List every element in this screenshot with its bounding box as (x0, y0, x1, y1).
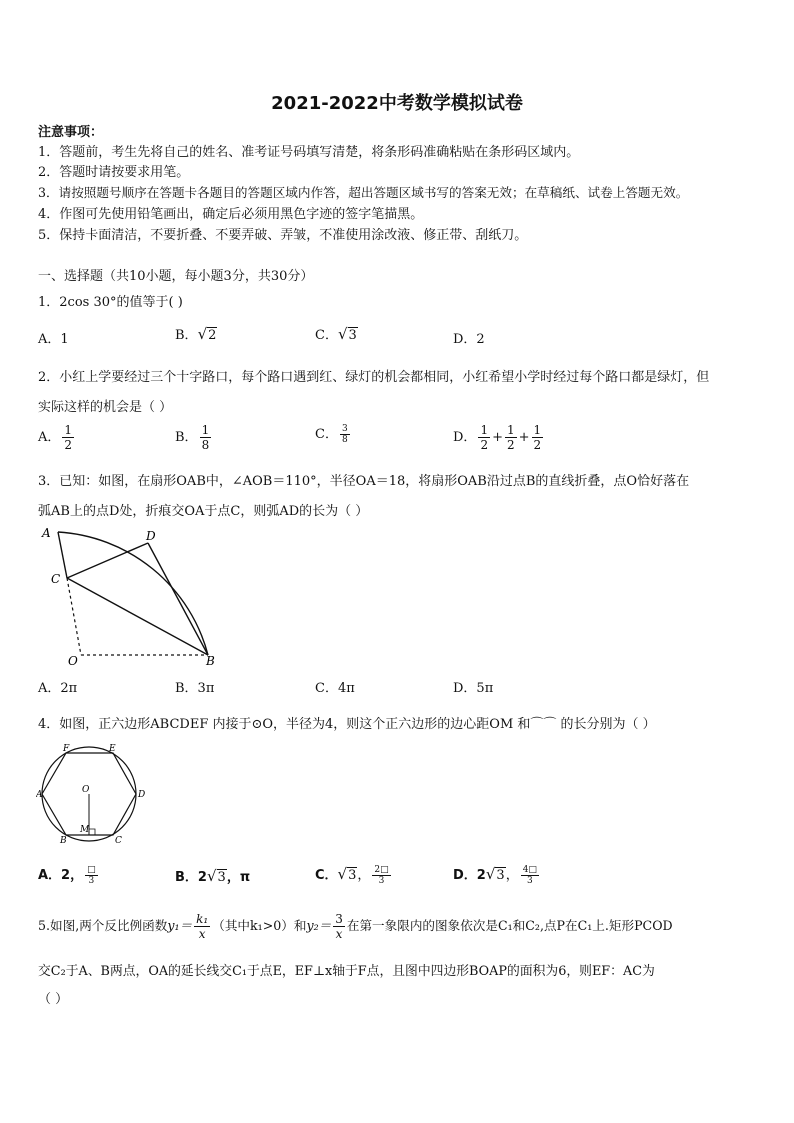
q1-option-a: A．1 (38, 332, 69, 347)
label-f: F (63, 744, 70, 754)
notice-item: 3．请按照题号顺序在答题卡各题目的答题区域内作答，超出答题区域书写的答案无效；在草稿纸、试卷上答题无效。 (38, 185, 689, 200)
question-5-stem-line1: 5.如图,两个反比例函数y₁＝ $\frac{\text{k₁}}{x}$ （其中k₁>0）和y₂＝ $\frac{3}{x}$ 在第一象限内的图象依次是C₁和C₂,点P在C₁上.矩形PCOD (38, 912, 673, 941)
q3-option-c: C．4π (315, 681, 355, 696)
label-c: C (115, 836, 122, 846)
q4-option-c: C． √ 3 ， $\frac{2□}{3}$ (315, 865, 389, 886)
q2-option-c: C． $\frac{3}{8}$ (315, 424, 348, 445)
label-m: M (80, 825, 90, 835)
notice-heading: 注意事项： (38, 125, 104, 140)
q1-option-d: D．2 (453, 332, 485, 347)
hexagon-figure (36, 740, 154, 846)
arc-ab (58, 532, 208, 655)
notice-item: 5．保持卡面清洁，不要折叠、不要弄破、弄皱，不准使用涂改液、修正带、刮纸刀。 (38, 228, 528, 243)
question-3-stem-line2: 弧AB上的点D处，折痕交OA于点C，则弧AD的长为（ ） (38, 504, 369, 519)
q2-option-b: B． $\frac{1}{8}$ (175, 423, 210, 452)
question-3-stem-line1: 3．已知：如图，在扇形OAB中，∠AOB＝110°，半径OA＝18，将扇形OAB沿过点B的直线折叠，点O恰好落在 (38, 474, 690, 489)
sector-figure (36, 522, 226, 667)
notice-item: 1．答题前，考生先将自己的姓名、准考证号码填写清楚，将条形码准确粘贴在条形码区域内。 (38, 145, 580, 160)
label-o: O (68, 654, 78, 667)
q3-option-d: D．5π (453, 681, 494, 696)
page-title: 2021-2022中考数学模拟试卷 (271, 93, 523, 114)
q2-option-d: D． $\frac{1}{2}$ + $\frac{1}{2}$ + $\frac{1}{2}$ (453, 423, 542, 452)
q1-option-c: C． √ 3 (315, 325, 357, 343)
label-a: A (42, 526, 51, 540)
question-1-stem: 1．2cos 30°的值等于( ) (38, 295, 183, 310)
q2-option-a: A． $\frac{1}{2}$ (38, 423, 73, 452)
label-a: A (36, 790, 43, 800)
question-4-stem: 4．如图，正六边形ABCDEF 内接于⊙O，半径为4，则这个正六边形的边心距OM 和⌒⌒ 的长分别为（ ） (38, 717, 656, 732)
label-b: B (206, 654, 215, 667)
label-o: O (82, 785, 90, 795)
q1-option-b: B． √ 2 (175, 325, 217, 343)
label-e: E (109, 744, 116, 754)
segment-cd (67, 543, 148, 578)
question-2-stem-line1: 2．小红上学要经过三个十字路口，每个路口遇到红、绿灯的机会都相同，小红希望小学时经过每个路口都是绿灯，但 (38, 370, 710, 385)
question-2-stem-line2: 实际这样的机会是（ ） (38, 400, 173, 415)
notice-item: 4．作图可先使用铅笔画出，确定后必须用黑色字迹的签字笔描黑。 (38, 207, 424, 222)
section-heading: 一、选择题（共10小题，每小题3分，共30分） (38, 269, 314, 284)
q4-option-d: D．2 √ 3 ， $\frac{4□}{3}$ (453, 865, 537, 886)
label-b: B (60, 836, 67, 846)
label-d: D (146, 529, 156, 543)
label-c: C (51, 572, 61, 586)
q4-option-b: B．2 √ 3 ，π (175, 867, 251, 885)
q3-option-a: A．2π (38, 681, 78, 696)
notice-item: 2．答题时请按要求用笔。 (38, 165, 190, 180)
q4-option-a: A．2， $\frac{□}{3}$ (38, 865, 96, 886)
right-angle-mark (89, 829, 95, 835)
q3-option-b: B．3π (175, 681, 215, 696)
question-5-stem-line2: 交C₂于A、B两点，OA的延长线交C₁于点E，EF⊥x轴于F点，且图中四边形BOAP的面积为6，则EF：AC为 (38, 964, 655, 979)
label-d: D (138, 790, 146, 800)
segment-co-dashed (67, 578, 81, 655)
question-5-stem-line3: （ ） (38, 992, 69, 1007)
